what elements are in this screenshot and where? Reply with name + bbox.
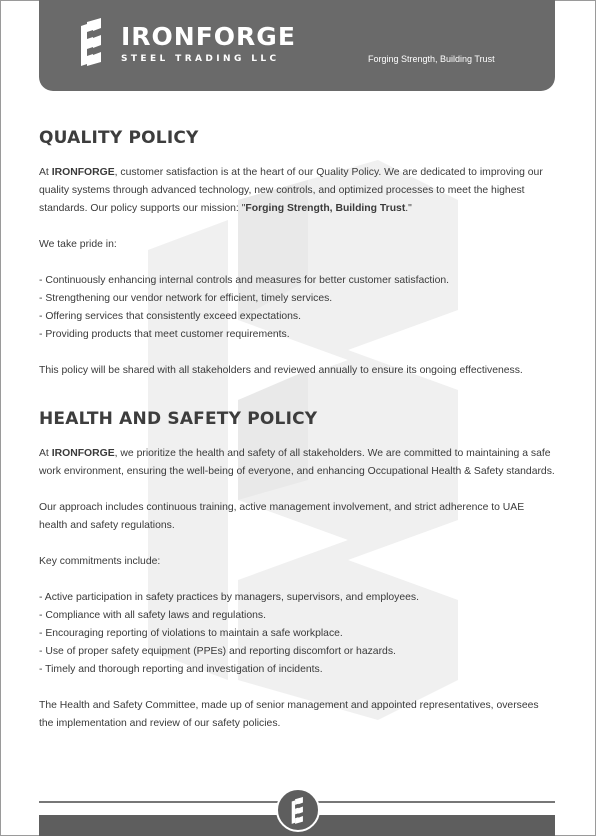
list-item: - Timely and thorough reporting and investigation of incidents. — [39, 664, 323, 675]
ironforge-logo-icon — [79, 18, 109, 68]
brand-highlight: IRONFORGE — [51, 167, 115, 178]
quality-intro: At IRONFORGE, customer satisfaction is at the heart of our Quality Policy. We are dedicated to improving our quality systems through advanced technology, new controls, and optimized processes to meet the highest standards. Our policy supports our mission: "Forging Strength, Building Trust." — [39, 167, 543, 214]
health-approach: Our approach includes continuous training, active management involvement, and strict adherence to UAE health and safety regulations. — [39, 502, 525, 531]
quality-closing: This policy will be shared with all stakeholders and reviewed annually to ensure its ongoing effectiveness. — [39, 365, 523, 376]
health-safety-title: HEALTH AND SAFETY POLICY — [39, 409, 318, 429]
health-closing: The Health and Safety Committee, made up of senior management and appointed representatives, oversees the implementation and review of our safety policies. — [39, 700, 539, 729]
list-item: - Strengthening our vendor network for efficient, timely services. — [39, 293, 333, 304]
header-banner — [39, 0, 555, 91]
brand-highlight: IRONFORGE — [51, 448, 115, 459]
tagline: Forging Strength, Building Trust — [368, 54, 495, 64]
list-item: - Offering services that consistently exceed expectations. — [39, 311, 302, 322]
list-item: - Encouraging reporting of violations to maintain a safe workplace. — [39, 628, 343, 639]
quality-policy-title: QUALITY POLICY — [39, 128, 199, 148]
list-item: - Active participation in safety practices by managers, supervisors, and employees. — [39, 592, 420, 603]
policy-content — [39, 128, 555, 733]
footer-logo-badge — [276, 788, 320, 832]
ironforge-logo-icon — [289, 797, 309, 825]
health-intro: At IRONFORGE, we prioritize the health and safety of all stakeholders. We are committed to maintaining a safe work environment, ensuring the well-being of everyone, and enhancing Occupational Health & Safety standards. — [39, 448, 555, 477]
mission-highlight: Forging Strength, Building Trust — [245, 203, 406, 214]
quality-pride-lead: We take pride in: — [39, 239, 117, 250]
list-item: - Providing products that meet customer requirements. — [39, 329, 290, 340]
list-item: - Use of proper safety equipment (PPEs) and reporting discomfort or hazards. — [39, 646, 396, 657]
brand-name: IRONFORGE — [121, 22, 296, 51]
list-item: - Compliance with all safety laws and regulations. — [39, 610, 266, 621]
list-item: - Continuously enhancing internal controls and measures for better customer satisfaction. — [39, 275, 450, 286]
brand-subtitle: STEEL TRADING LLC — [121, 54, 280, 64]
health-commitments-lead: Key commitments include: — [39, 556, 161, 567]
